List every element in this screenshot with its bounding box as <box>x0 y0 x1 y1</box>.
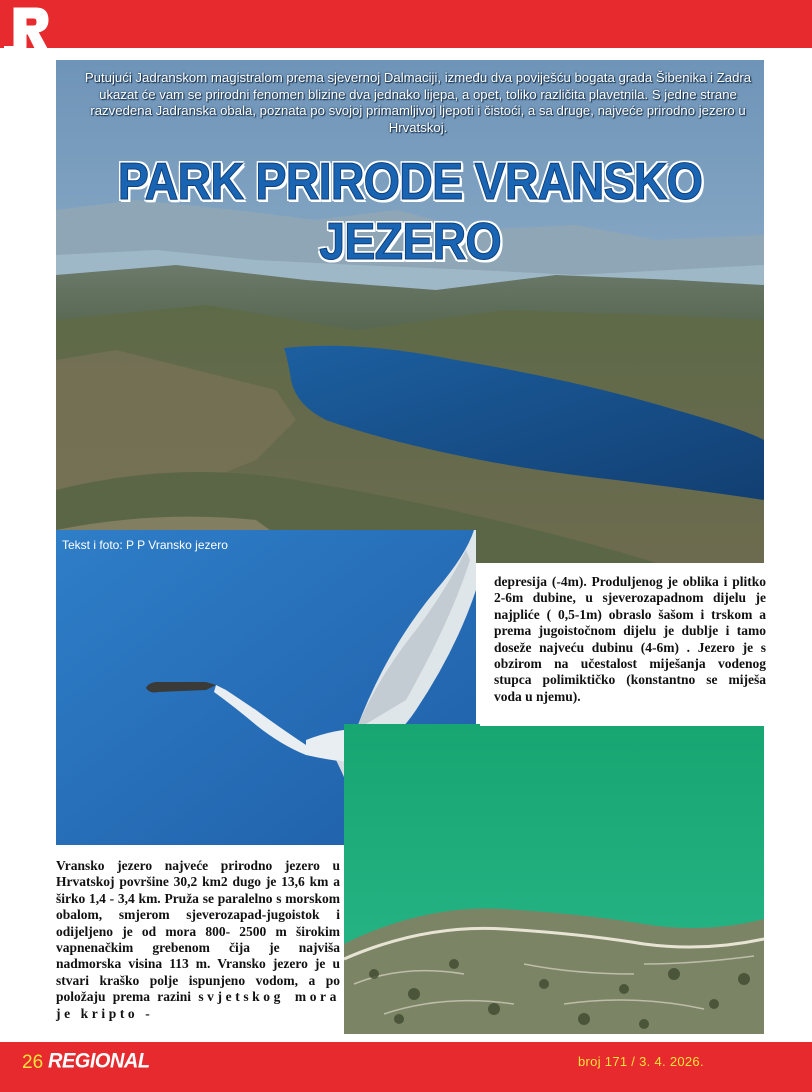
magazine-brand: REGIONAL <box>48 1049 150 1073</box>
article-column-left-text: Vransko jezero najveće prirodno jezero u Hrvatskoj površine 30,2 km2 dugo je 13,6 km a širko 1,4 - 3,4 km. Pruža se paralelno s morskom obalom, smjerom sjeverozapad-jugoistok i odijeljeno je od mora 800- 2500 m širokim vapnenačkim grebenom čija je najviša nadmorska visina 113 m. Vransko jezero je u stvari kraško polje ispunjeno vodom, a po položaju prema razini <box>56 858 340 1005</box>
photo-credit: Tekst i foto: P P Vransko jezero <box>62 538 228 552</box>
lake-aerial-photo <box>56 60 764 563</box>
page-number: 26 <box>22 1052 44 1073</box>
issue-info: broj 171 / 3. 4. 2026. <box>578 1054 704 1069</box>
regional-logo-icon <box>4 2 54 60</box>
coast-aerial-photo <box>344 724 764 1034</box>
header-bar <box>0 0 812 48</box>
article-column-left <box>56 858 340 1022</box>
intro-paragraph: Putujući Jadranskom magistralom prema sjevernoj Dalmaciji, između dva poviješću bogata grada Šibenika i Zadra ukazat će vam se prirodni fenomen blizine dva jednako lijepa, a opet, toliko različita plavetnila. S jedne strane razvedena Jadranska obala, poznata po svojoj primamljivoj ljepoti i čistoći, a sa druge, najveće prirodno jezero u Hrvatskoj. <box>84 70 752 135</box>
article-column-left-last-line: svjetskog mora je kripto - <box>56 989 340 1021</box>
photo-divider <box>480 722 766 726</box>
coast-illustration <box>344 724 764 1034</box>
article-column-right: depresija (-4m). Produljenog je oblika i plitko 2-6m dubine, u sjeverozapadnom dijelu je najpliće ( 0,5-1m) obraslo šašom i trskom a prema jugoistočnom dijelu je dublje i tamo doseže najveću dubinu (4-6m) . Jezero je s obzirom na učestalost miješanja vodenog stupca polimiktičko (konstantno se miješa voda u njemu). <box>494 574 766 704</box>
page-title: PARK PRIRODE VRANSKO JEZERO <box>117 153 703 271</box>
